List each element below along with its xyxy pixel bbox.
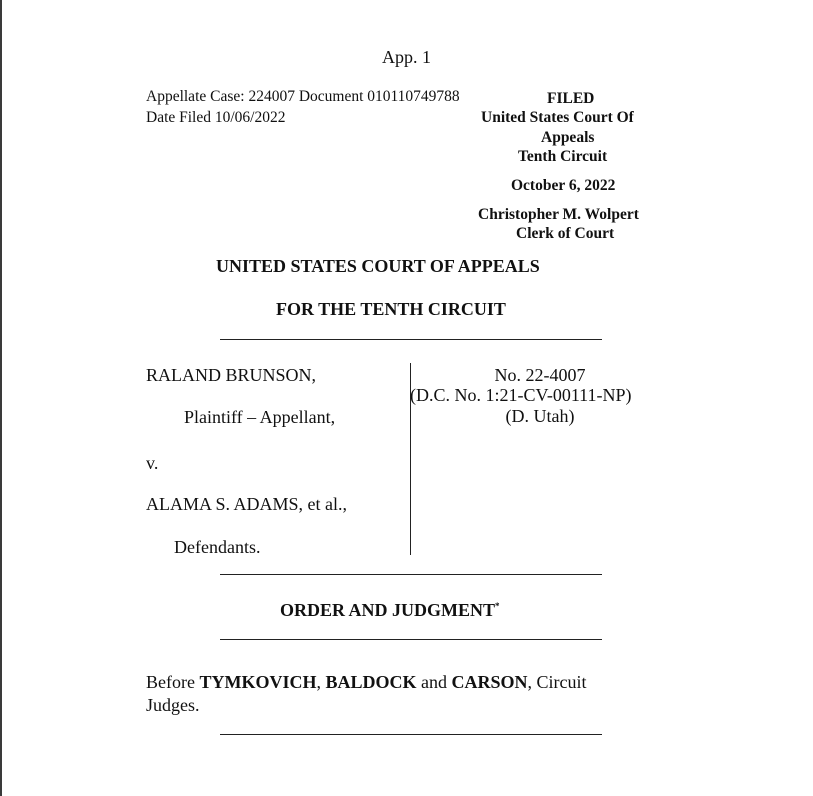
stamp-court-line1: United States Court Of [481,109,634,126]
filed-label: FILED [547,90,595,107]
defendant-name: ALAMA S. ADAMS, et al., [146,494,348,514]
panel-sep1: , [316,672,326,692]
date-filed: Date Filed 10/06/2022 [146,109,286,126]
judge-baldock: BALDOCK [325,672,417,692]
divider-top [220,339,602,340]
panel-line1 [146,672,587,693]
divider-bottom [220,734,602,735]
case-number: No. 22-4007 [494,365,586,385]
court-title: UNITED STATES COURT OF APPEALS [216,256,540,276]
judge-carson: CARSON [451,672,528,692]
district: (D. Utah) [505,406,575,426]
plaintiff-role: Plaintiff – Appellant, [184,407,336,427]
dc-number: (D.C. No. 1:21-CV-00111-NP) [410,385,632,405]
plaintiff-name: RALAND BRUNSON, [146,365,317,385]
order-title: ORDER AND JUDGMENT [280,600,496,620]
divider-lower [220,639,602,640]
court-subtitle: FOR THE TENTH CIRCUIT [276,299,506,319]
panel-prefix: Before [146,672,200,692]
case-line: Appellate Case: 224007 Document 010110749788 [146,88,460,105]
order-title-wrap [280,600,500,621]
panel-suffix: , Circuit [527,672,587,692]
page-left-border [0,0,2,796]
stamp-court-line2: Appeals [541,129,595,146]
versus: v. [146,453,159,473]
panel-sep2: and [416,672,452,692]
footnote-mark: * [495,601,500,611]
page-label: App. 1 [382,47,431,67]
panel-line2: Judges. [146,695,200,715]
stamp-clerk-name: Christopher M. Wolpert [478,206,639,223]
defendant-role: Defendants. [174,537,261,557]
divider-middle [220,574,602,575]
judge-tymkovich: TYMKOVICH [199,672,317,692]
stamp-date: October 6, 2022 [511,177,616,194]
stamp-clerk-title: Clerk of Court [516,225,615,242]
stamp-circuit: Tenth Circuit [518,148,608,165]
